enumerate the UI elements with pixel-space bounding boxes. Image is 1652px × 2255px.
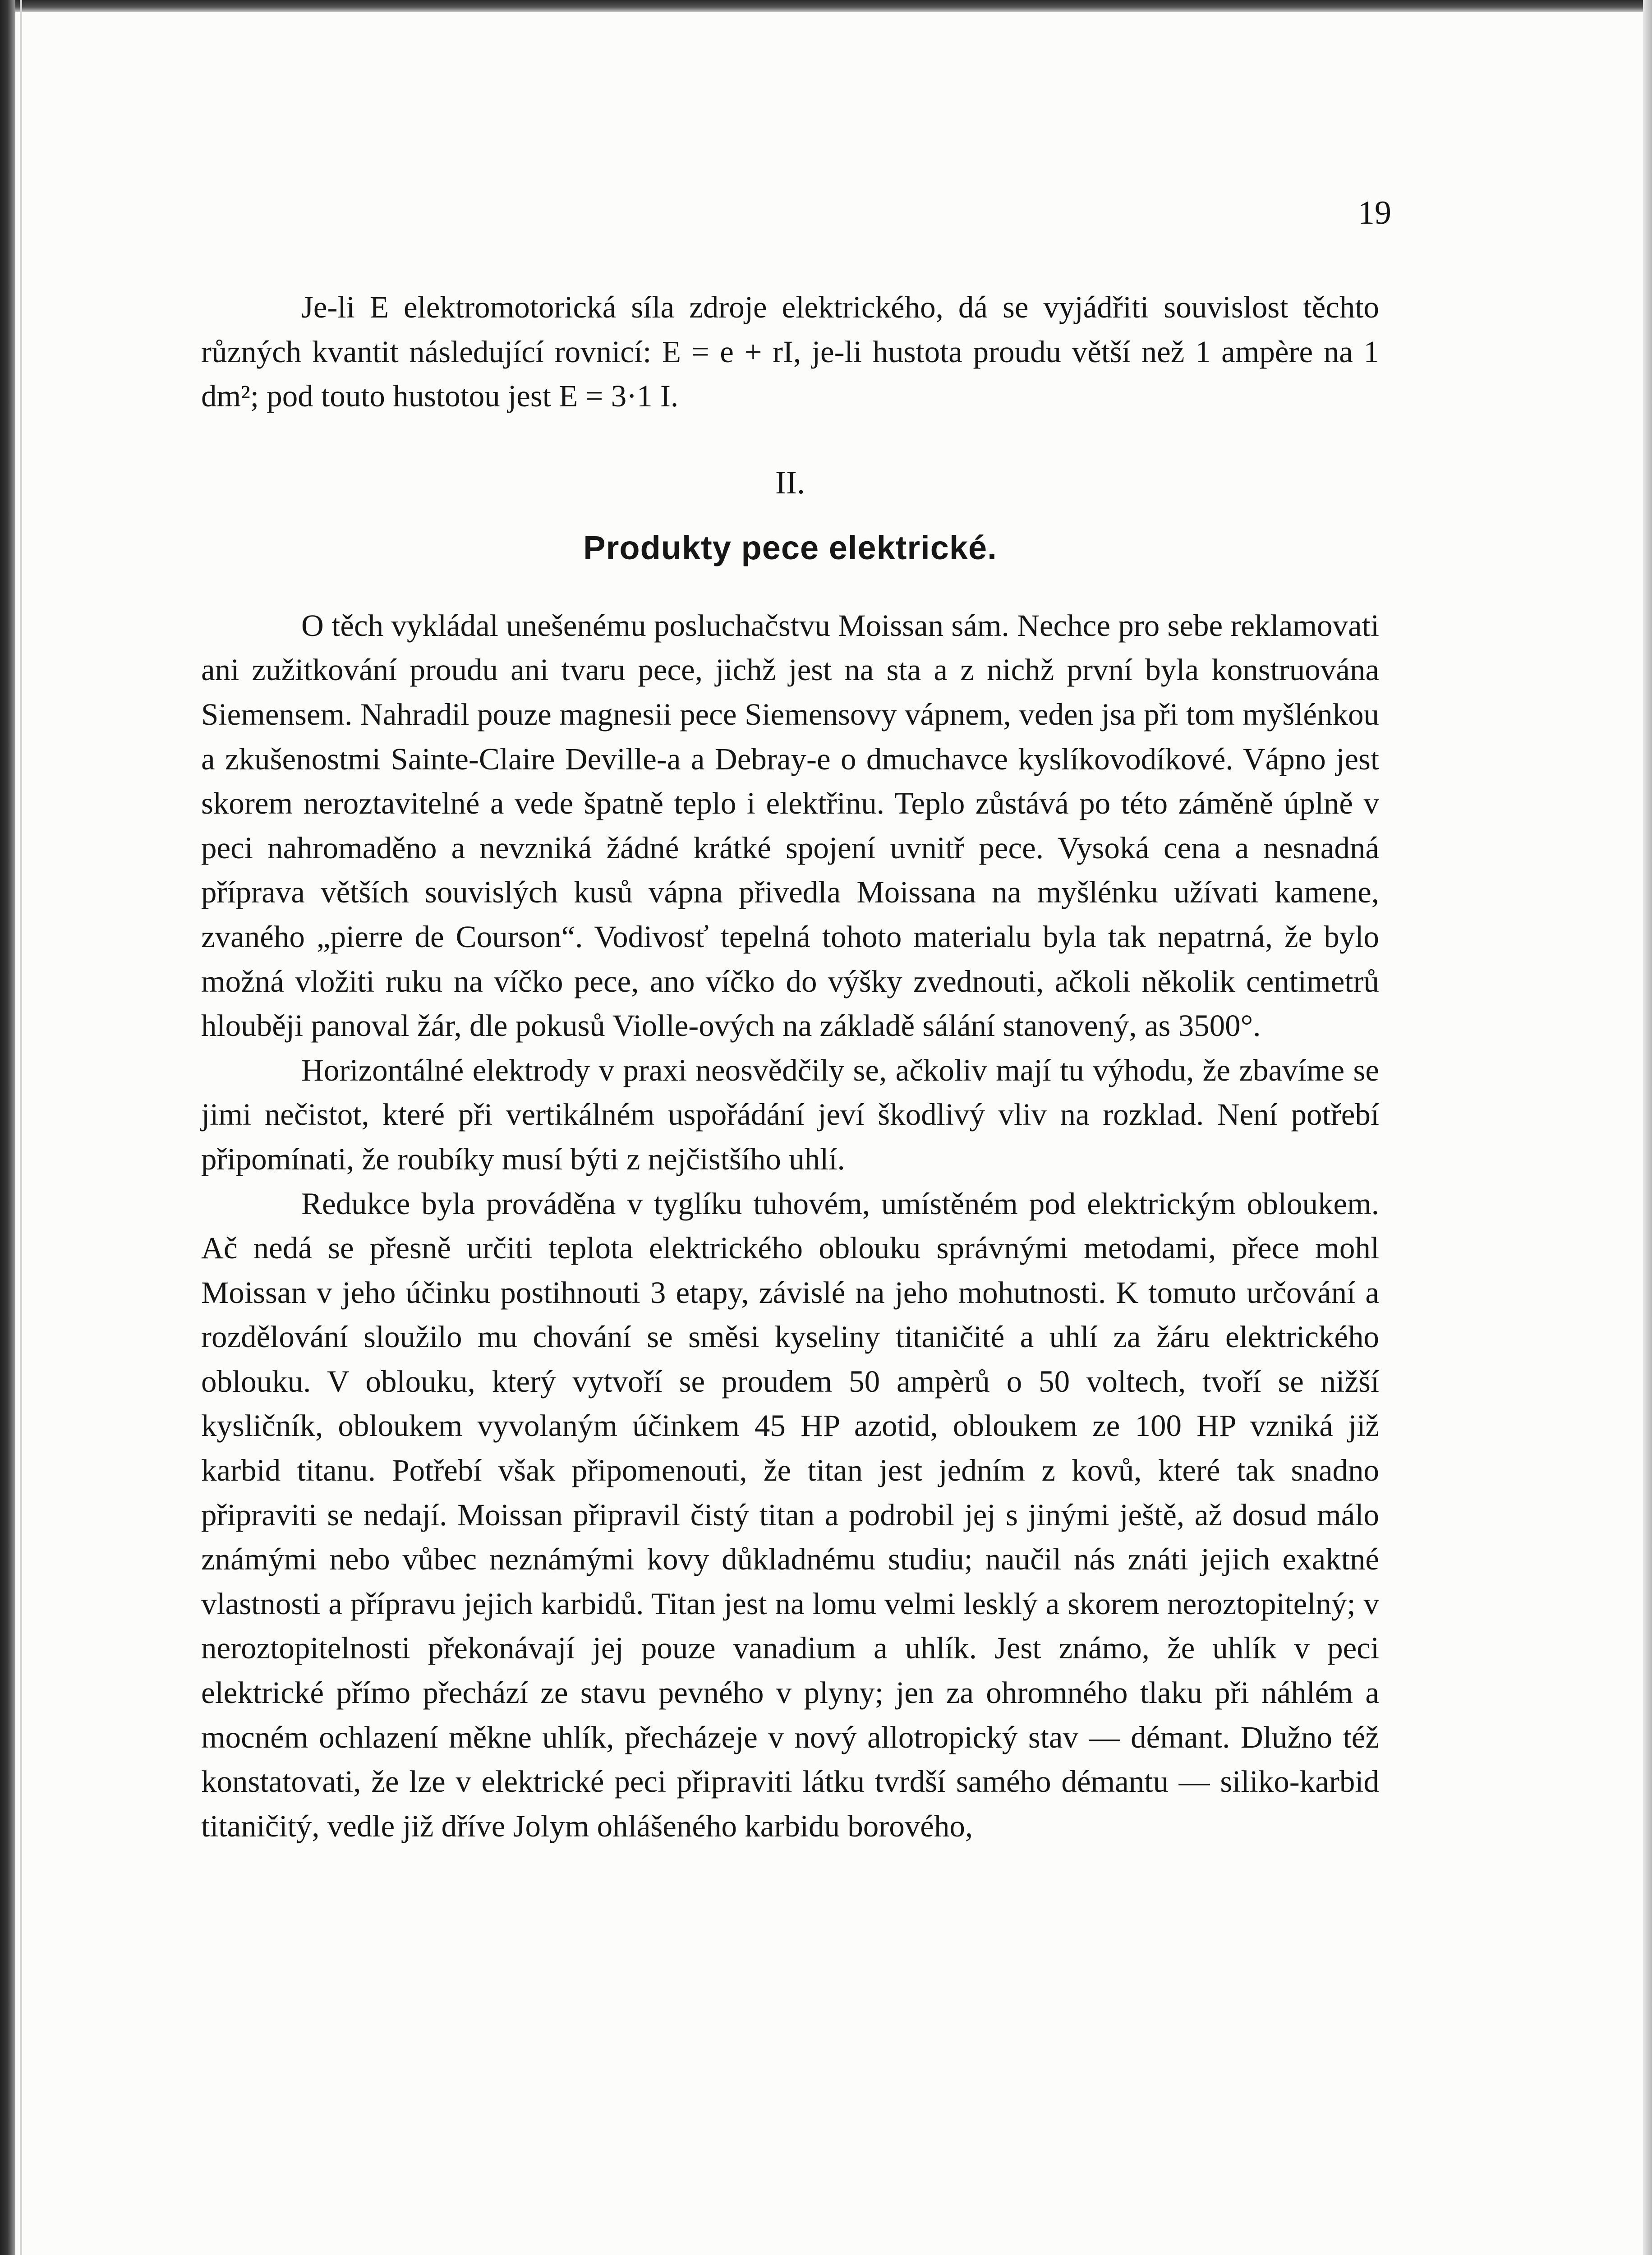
page-number: 19 [1358, 194, 1391, 231]
paragraph-moissan-furnace: O těch vykládal unešenému posluchačstvu Moissan sám. Nechce pro sebe reklamovati ani zužitkování proudu ani tvaru pece, jichž jest na sta a z nichž první byla konstruována Siemensem. Nahradil pouze magnesii pece Siemensovy vápnem, veden jsa při tom myšlénkou a zkušenostmi Sainte-Claire Deville-a a Debray-e o dmuchavce kyslíkovodíkové. Vápno jest skorem neroztavitelné a vede špatně teplo i elektřinu. Teplo zůstává po této záměně úplně v peci nahromaděno a nevzniká žádné krátké spojení uvnitř pece. Vysoká cena a nesnadná příprava větších souvislých kusů vápna přivedla Moissana na myšlénku užívati kamene, zvaného „pierre de Courson“. Vodivosť tepelná tohoto materialu byla tak nepatrná, že bylo možná vložiti ruku na víčko pece, ano víčko do výšky zvednouti, ačkoli několik centimetrů hlouběji panoval žár, dle pokusů Violle-ových na základě sálání stanovený, as 3500°. [201, 608, 1379, 1043]
paragraph-reduction-titanium: Redukce byla prováděna v tyglíku tuhovém, umístěném pod elektrickým obloukem. Ač nedá se přesně určiti teplota elektrického oblouku správnými metodami, přece mohl Moissan v jeho účinku postihnouti 3 etapy, závislé na jeho mohutnosti. K tomuto určování a rozdělování sloužilo mu chování se směsi kyseliny titaničité a uhlí za žáru elektrického oblouku. V oblouku, který vytvoří se proudem 50 ampèrů o 50 voltech, tvoří se nižší kysličník, obloukem vyvolaným účinkem 45 HP azotid, obloukem ze 100 HP vzniká již karbid titanu. Potřebí však připomenouti, že titan jest jedním z kovů, které tak snadno připraviti se nedají. Moissan připravil čistý titan a podrobil jej s jinými ještě, až dosud málo známými nebo vůbec neznámými kovy důkladnému studiu; naučil nás znáti jejich exaktné vlastnosti a přípravu jejich karbidů. Titan jest na lomu velmi lesklý a skorem neroztopitelný; v neroztopitelnosti překonávají jej pouze vanadium a uhlík. Jest známo, že uhlík v peci elektrické přímo přechází ze stavu pevného v plyny; jen za ohromného tlaku při náhlém a mocném ochlazení měkne uhlík, přecházeje v nový allotropický stav — démant. Dlužno též konstatovati, že lze v elektrické peci připraviti látku tvrdší samého démantu — siliko-karbid titaničitý, vedle již dříve Jolym ohlášeného karbidu borového, [201, 1186, 1379, 1843]
scan-binding-edge [0, 0, 15, 2255]
section-title: Produkty pece elektrické. [583, 529, 997, 566]
page-body [201, 285, 1379, 1848]
scan-top-edge [0, 0, 1652, 12]
scan-right-edge [1643, 0, 1652, 2255]
paragraph-horizontal-electrodes: Horizontálné elektrody v praxi neosvědčily se, ačkoliv mají tu výhodu, že zbavíme se jimi nečistot, které při vertikálném uspořádání jeví škodlivý vliv na rozklad. Není potřebí připomínati, že roubíky musí býti z nejčistšího uhlí. [201, 1053, 1379, 1176]
section-numeral: II. [775, 464, 805, 501]
section-body [201, 603, 1379, 1849]
intro-paragraph: Je-li E elektromotorická síla zdroje elektrického, dá se vyjádřiti souvislost těchto různých kvantit následující rovnicí: E = e + rI, je-li hustota proudu větší než 1 ampère na 1 dm²; pod touto hustotou jest E = 3·1 I. [201, 290, 1379, 414]
scan-binding-line [20, 0, 22, 2255]
